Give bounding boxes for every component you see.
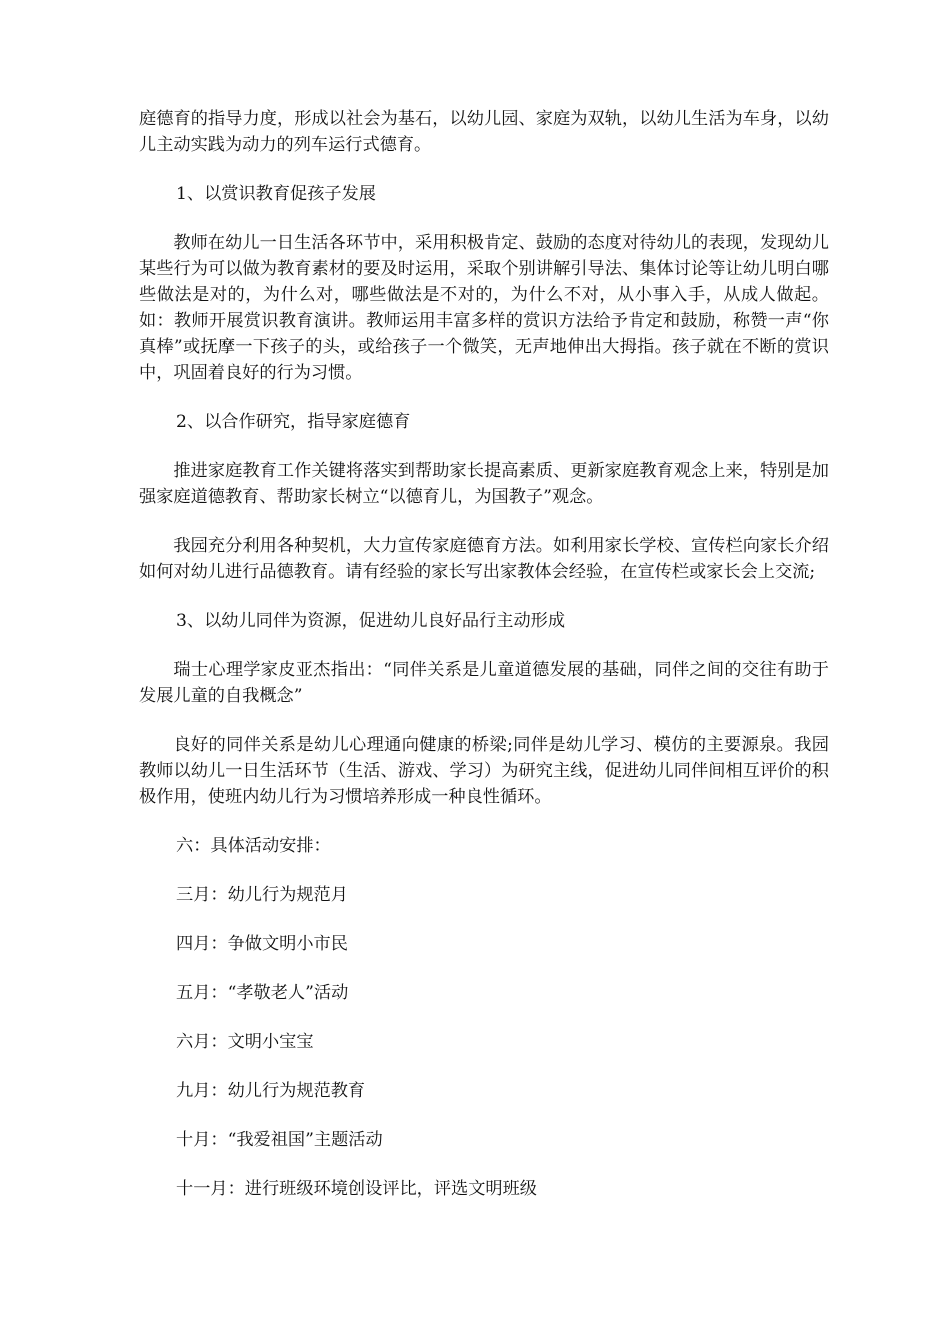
section-heading: 1、以赏识教育促孩子发展: [176, 184, 376, 204]
section-heading: 2、以合作研究，指导家庭德育: [176, 412, 411, 432]
body-paragraph: 瑞士心理学家皮亚杰指出：“同伴关系是儿童道德发展的基础，同伴之间的交往有助于发展儿童的自我概念”: [139, 660, 829, 706]
document-page: [139, 106, 829, 1225]
schedule-item: 五月：“孝敬老人”活动: [176, 983, 349, 1003]
body-paragraph: 庭德育的指导力度，形成以社会为基石，以幼儿园、家庭为双轨，以幼儿生活为车身，以幼儿主动实践为动力的列车运行式德育。: [139, 109, 829, 155]
schedule-item: 六月：文明小宝宝: [176, 1032, 314, 1052]
schedule-item: 十一月：进行班级环境创设评比，评选文明班级: [176, 1179, 537, 1199]
schedule-item: 三月：幼儿行为规范月: [176, 885, 348, 905]
body-paragraph: 良好的同伴关系是幼儿心理通向健康的桥梁;同伴是幼儿学习、模仿的主要源泉。我园教师以幼儿一日生活环节（生活、游戏、学习）为研究主线，促进幼儿同伴间相互评价的积极作用，使班内幼儿行为习惯培养形成一种良性循环。: [139, 735, 829, 807]
section-heading: 3、以幼儿同伴为资源，促进幼儿良好品行主动形成: [176, 611, 566, 631]
schedule-item: 十月：“我爱祖国”主题活动: [176, 1130, 383, 1150]
body-paragraph: 教师在幼儿一日生活各环节中，采用积极肯定、鼓励的态度对待幼儿的表现，发现幼儿某些行为可以做为教育素材的要及时运用，采取个别讲解引导法、集体讨论等让幼儿明白哪些做法是对的，为什么对，哪些做法是不对的，为什么不对，从小事入手，从成人做起。如：教师开展赏识教育演讲。教师运用丰富多样的赏识方法给予肯定和鼓励，称赞一声“你真棒”或抚摩一下孩子的头，或给孩子一个微笑，无声地伸出大拇指。孩子就在不断的赏识中，巩固着良好的行为习惯。: [139, 233, 829, 383]
schedule-item: 四月：争做文明小市民: [176, 934, 348, 954]
section-heading: 六：具体活动安排：: [176, 836, 331, 856]
schedule-item: 九月：幼儿行为规范教育: [176, 1081, 366, 1101]
body-paragraph: 推进家庭教育工作关键将落实到帮助家长提高素质、更新家庭教育观念上来，特别是加强家庭道德教育、帮助家长树立“以德育儿，为国教子”观念。: [139, 461, 829, 507]
body-paragraph: 我园充分利用各种契机，大力宣传家庭德育方法。如利用家长学校、宣传栏向家长介绍如何对幼儿进行品德教育。请有经验的家长写出家教体会经验，在宣传栏或家长会上交流;: [139, 536, 829, 582]
